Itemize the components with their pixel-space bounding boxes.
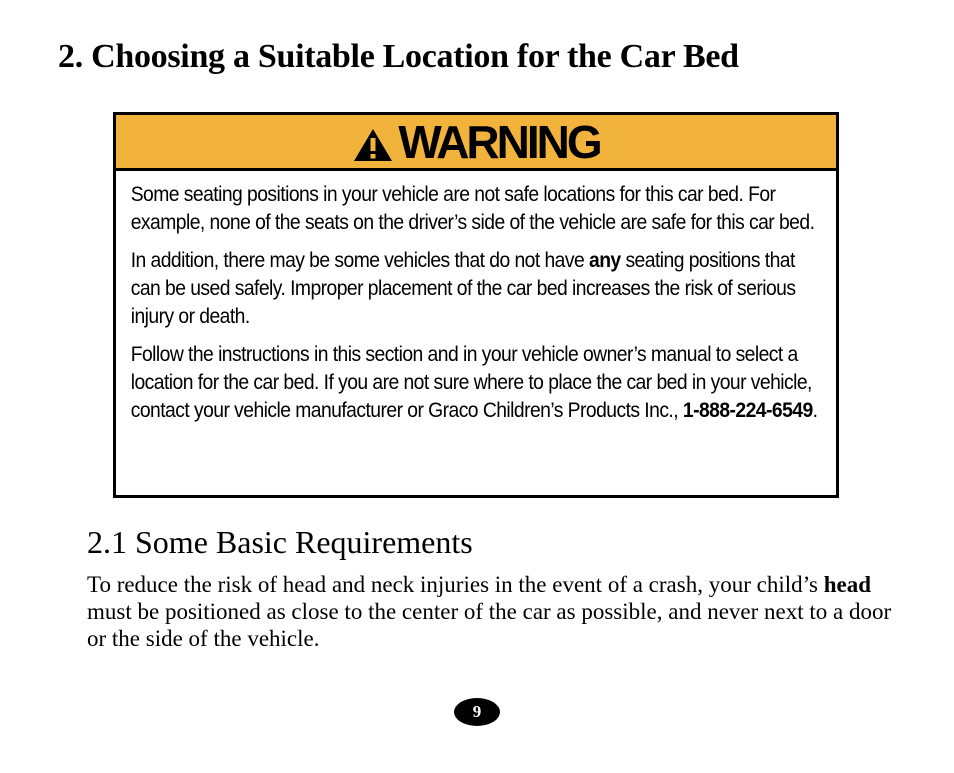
subsection-title: 2.1 Some Basic Requirements bbox=[87, 524, 473, 560]
warning-paragraph-text: Follow the instructions in this section and in your vehicle owner’s manual to select a location for the car bed. If you are not sure where to place the car bed in your vehicle, contact your vehicle manufacturer or Graco Children’s Products Inc., bbox=[130, 343, 812, 422]
warning-paragraph-text: . bbox=[812, 399, 818, 422]
warning-paragraph-text: Some seating positions in your vehicle are not safe locations for this car bed. For example, none of the seats on the driver’s side of the vehicle are safe for this car bed. bbox=[130, 183, 815, 234]
emphasis-text: any bbox=[588, 249, 621, 272]
emphasis-text: head bbox=[823, 572, 871, 597]
body-paragraph bbox=[87, 571, 897, 652]
warning-box bbox=[113, 112, 839, 498]
warning-paragraph bbox=[131, 247, 827, 331]
body-text: must be positioned as close to the center of the car as possible, and never next to a door or the side of the vehicle. bbox=[87, 599, 892, 651]
warning-label: WARNING bbox=[398, 115, 600, 168]
warning-paragraph-text: seating positions that can be used safely. Improper placement of the car bed increases the risk of serious injury or death. bbox=[130, 249, 796, 328]
body-text: To reduce the risk of head and neck injuries in the event of a crash, your child’s bbox=[87, 572, 824, 597]
warning-paragraph-text: In addition, there may be some vehicles that do not have bbox=[130, 249, 589, 272]
phone-number: 1-888-224-6549 bbox=[682, 399, 813, 422]
warning-header bbox=[116, 115, 836, 171]
warning-paragraph bbox=[131, 181, 827, 237]
section-title: 2. Choosing a Suitable Location for the Car Bed bbox=[58, 38, 739, 75]
warning-body bbox=[116, 171, 842, 425]
warning-paragraph bbox=[131, 341, 827, 425]
warning-triangle-icon bbox=[352, 127, 394, 163]
page-number: 9 bbox=[454, 698, 500, 726]
